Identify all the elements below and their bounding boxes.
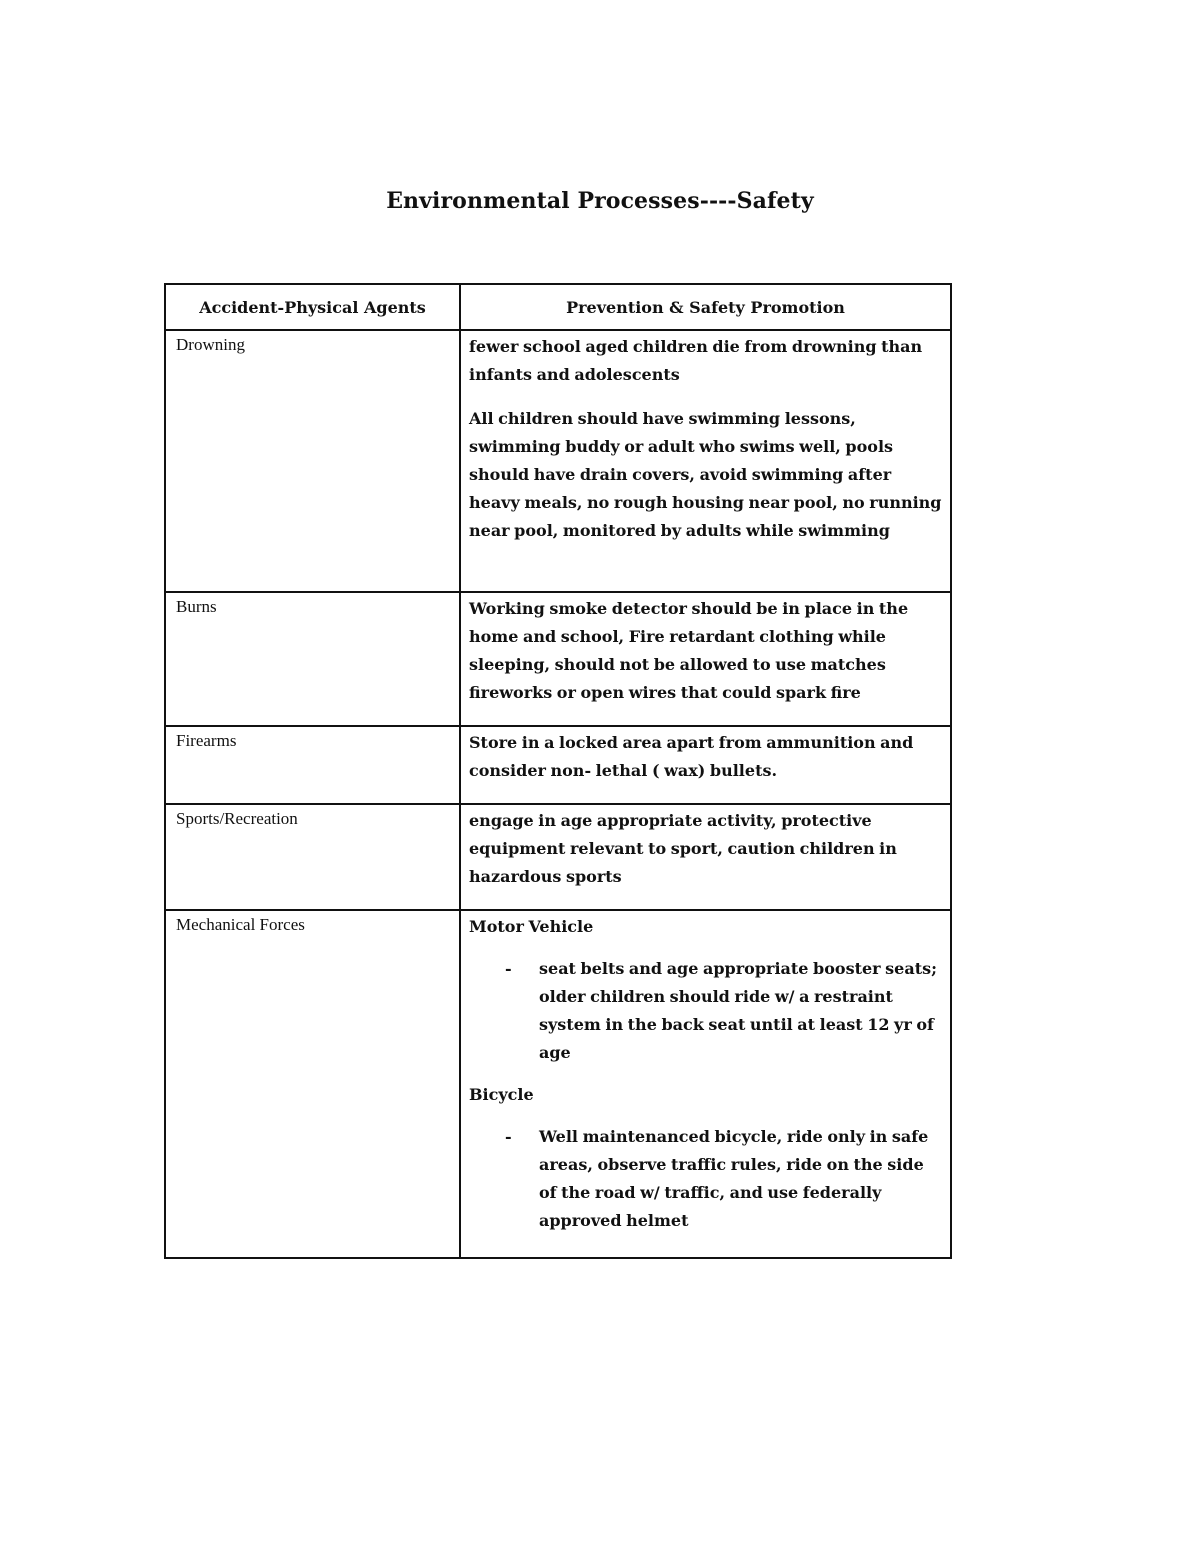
agent-cell-burns: Burns (165, 592, 460, 726)
prevention-paragraph: All children should have swimming lessons, swimming buddy or adult who swims well, pools should have drain covers, avoid swimming after heavy meals, no rough housing near pool, no running near pool, monitored by adults while swimming (469, 409, 942, 540)
header-agents: Accident-Physical Agents (165, 284, 460, 330)
prevention-cell-drowning (460, 330, 951, 592)
prevention-paragraph: Working smoke detector should be in place in the home and school, Fire retardant clothing while sleeping, should not be allowed to use matches fireworks or open wires that could spark fire (469, 599, 909, 702)
prevention-paragraph: fewer school aged children die from drowning than infants and adolescents (469, 337, 923, 384)
page-title: Environmental Processes----Safety (386, 188, 814, 214)
header-prevention: Prevention & Safety Promotion (460, 284, 951, 330)
prevention-cell-burns (460, 592, 951, 726)
table-row (165, 804, 951, 910)
agent-cell-mechanical: Mechanical Forces (165, 910, 460, 1258)
table-row (165, 592, 951, 726)
agent-cell-firearms: Firearms (165, 726, 460, 804)
table-row (165, 330, 951, 592)
prevention-paragraph: engage in age appropriate activity, protective equipment relevant to sport, caution children in hazardous sports (469, 811, 897, 886)
bullet-item (505, 955, 944, 1067)
safety-table (164, 283, 952, 1259)
table-row (165, 726, 951, 804)
prevention-cell-firearms (460, 726, 951, 804)
bullet-text: seat belts and age appropriate booster seats; older children should ride w/ a restraint system in the back seat until at least 12 yr of age (539, 959, 938, 1062)
agent-cell-drowning: Drowning (165, 330, 460, 592)
prevention-cell-mechanical (460, 910, 951, 1258)
table-row (165, 910, 951, 1258)
bullet-item (505, 1123, 944, 1235)
bullet-dash: - (505, 959, 512, 978)
section-heading-motor-vehicle: Motor Vehicle (469, 917, 594, 936)
prevention-cell-sports (460, 804, 951, 910)
prevention-paragraph: Store in a locked area apart from ammunition and consider non- lethal ( wax) bullets. (469, 733, 914, 780)
bullet-dash: - (505, 1127, 512, 1146)
table-header-row (165, 284, 951, 330)
section-heading-bicycle: Bicycle (469, 1085, 534, 1104)
agent-cell-sports: Sports/Recreation (165, 804, 460, 910)
bullet-text: Well maintenanced bicycle, ride only in safe areas, observe traffic rules, ride on the side of the road w/ traffic, and use federally approved helmet (539, 1127, 929, 1230)
